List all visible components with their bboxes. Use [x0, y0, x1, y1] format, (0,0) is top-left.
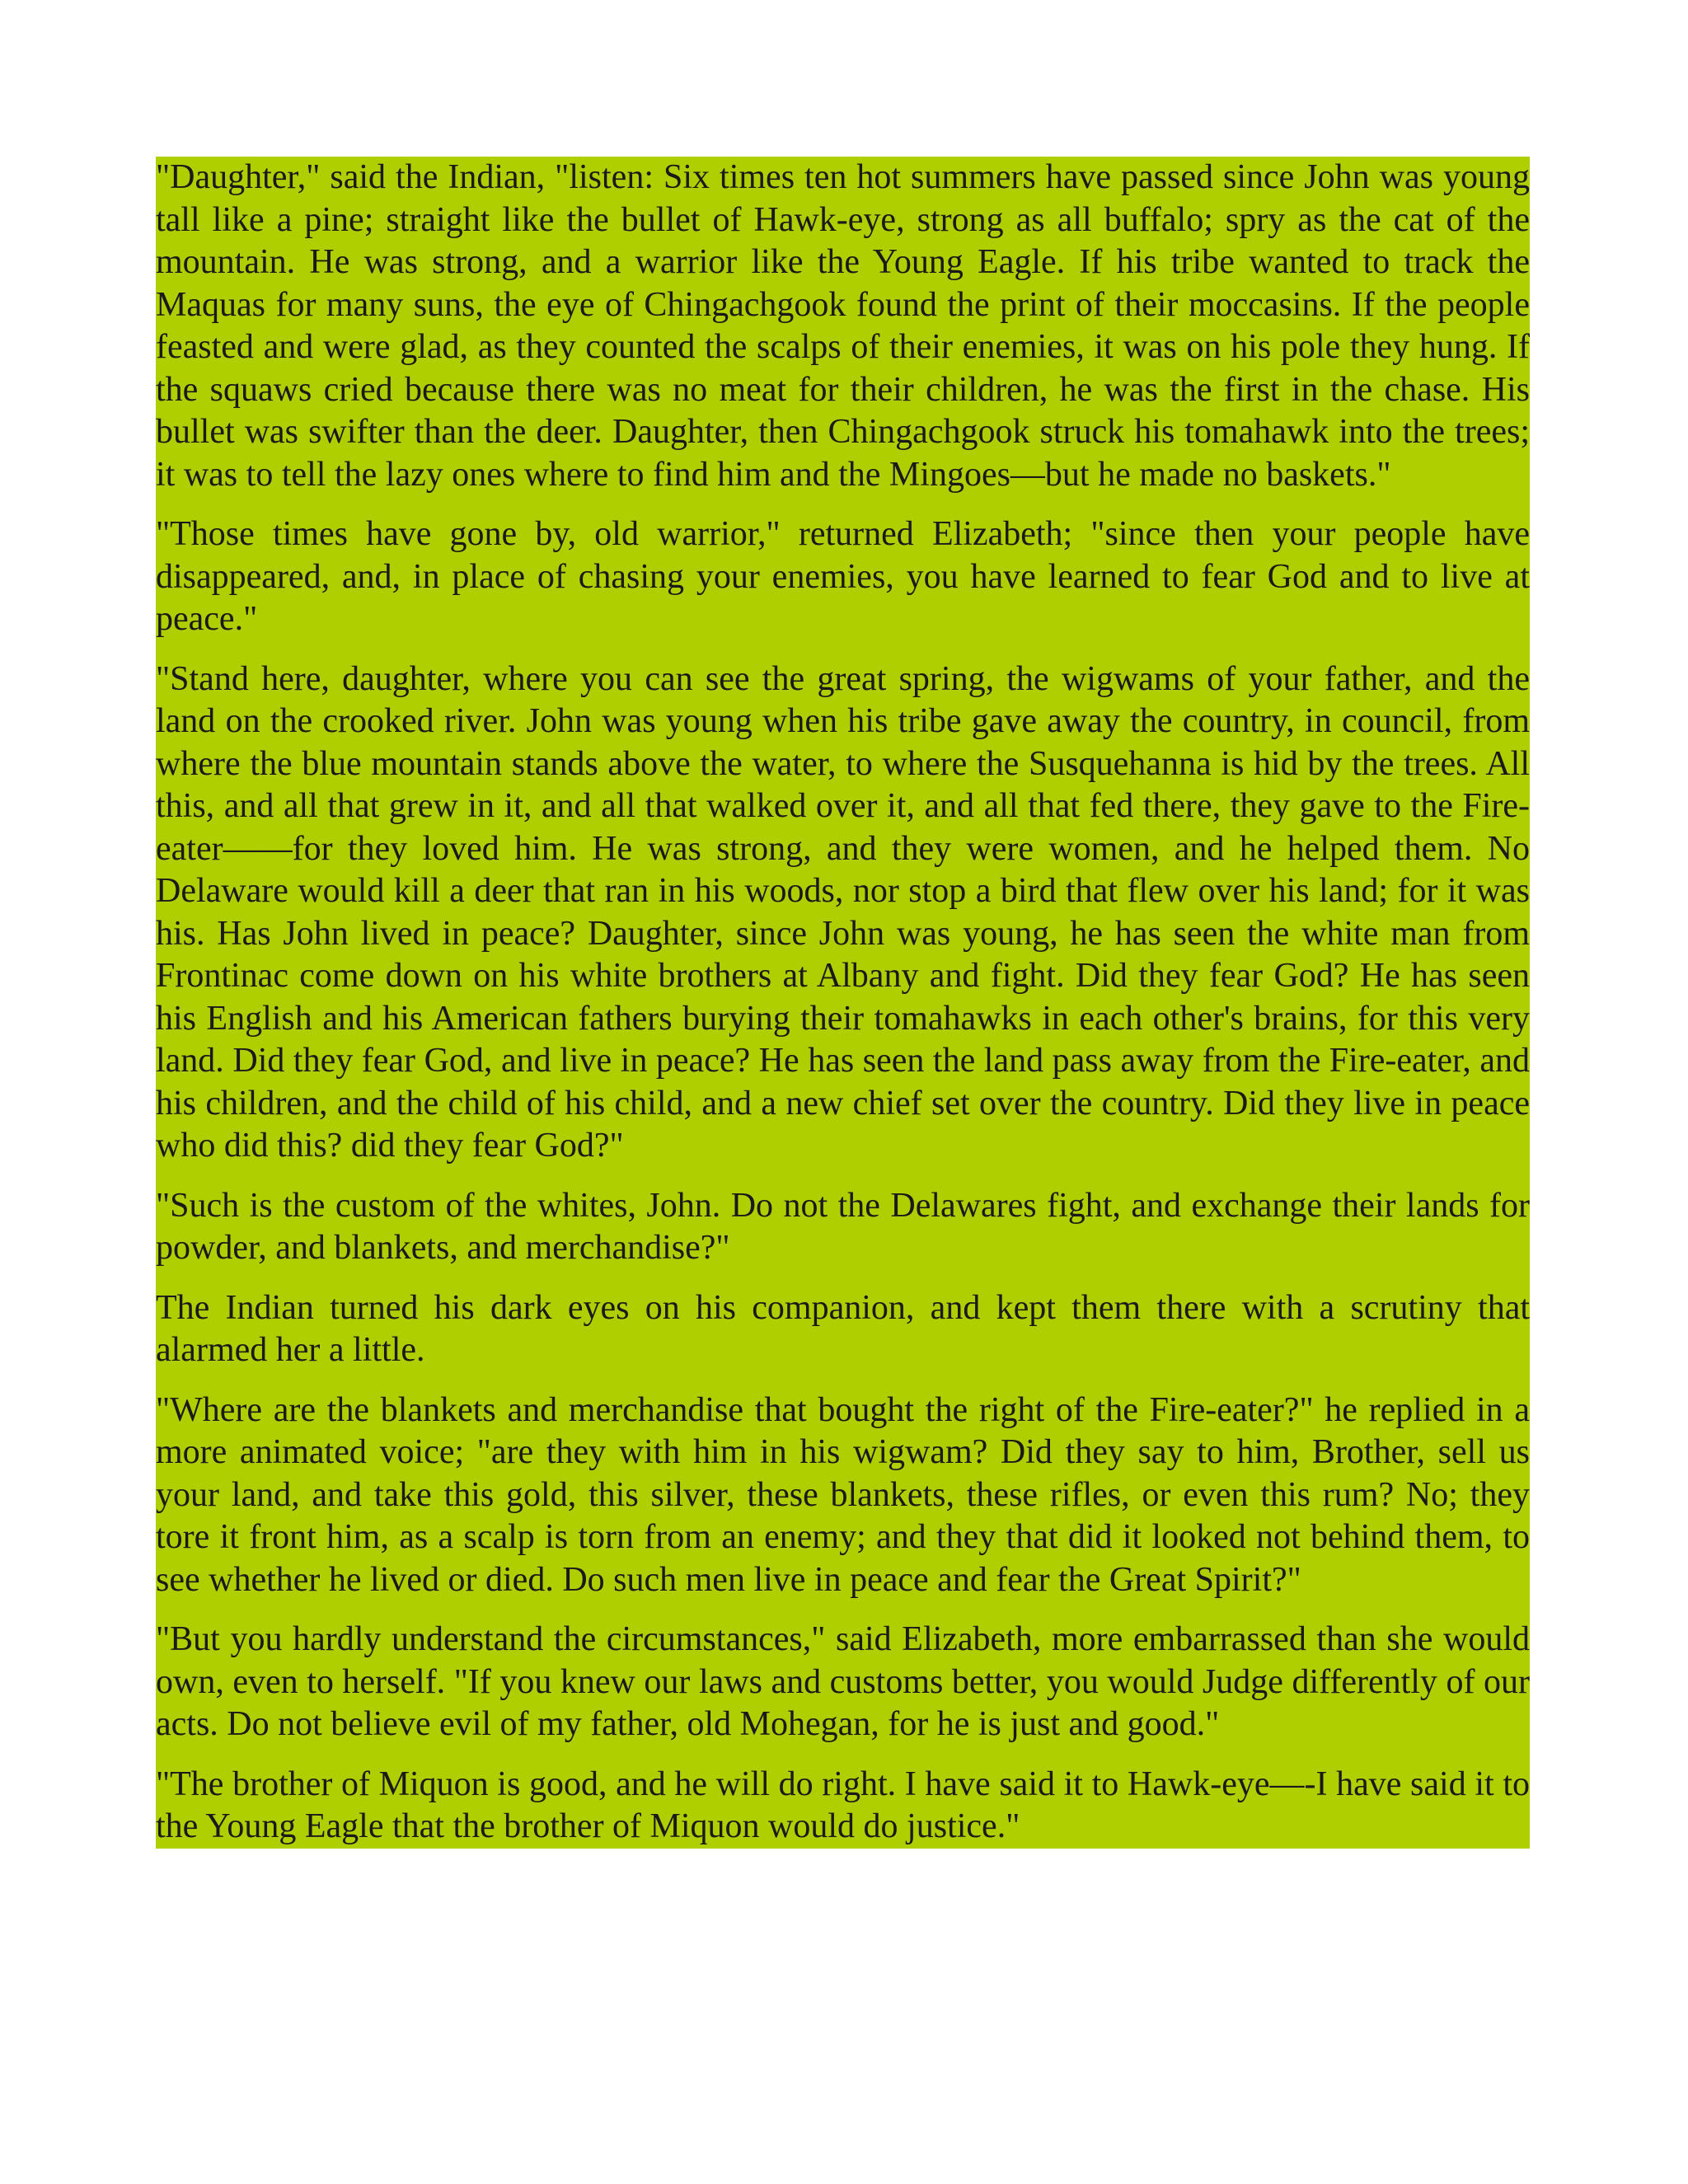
paragraph: "Such is the custom of the whites, John. Do not the Delawares fight, and exchange their lands for powder, and blankets, and merchandise?" — [156, 1186, 1530, 1267]
paragraph: "Where are the blankets and merchandise that bought the right of the Fire-eater?" he replied in a more animated voice; "are they with him in his wigwam? Did they say to him, Brother, sell us your land, and take this gold, this silver, these blankets, these rifles, or even this rum? No; they tore it front him, as a scalp is torn from an enemy; and they that did it looked not behind them, to see whether he lived or died. Do such men live in peace and fear the Great Spirit?" — [156, 1390, 1530, 1599]
paragraph: "The brother of Miquon is good, and he will do right. I have said it to Hawk-eye—-I have said it to the Young Eagle that the brother of Miquon would do justice." — [156, 1765, 1530, 1845]
paragraph: The Indian turned his dark eyes on his companion, and kept them there with a scrutiny that alarmed her a little. — [156, 1288, 1530, 1369]
paragraph: "Daughter," said the Indian, "listen: Six times ten hot summers have passed since John was young tall like a pine; straight like the bullet of Hawk-eye, strong as all buffalo; spry as the cat of the mountain. He was strong, and a warrior like the Young Eagle. If his tribe wanted to track the Maquas for many suns, the eye of Chingachgook found the print of their moccasins. If the people feasted and were glad, as they counted the scalps of their enemies, it was on his pole they hung. If the squaws cried because there was no meat for their children, he was the first in the chase. His bullet was swifter than the deer. Daughter, then Chingachgook struck his tomahawk into the trees; it was to tell the lazy ones where to find him and the Mingoes—but he made no baskets." — [156, 158, 1530, 494]
paragraph: "Stand here, daughter, where you can see the great spring, the wigwams of your father, and the land on the crooked river. John was young when his tribe gave away the country, in council, from where the blue mountain stands above the water, to where the Susquehanna is hid by the trees. All this, and all that grew in it, and all that walked over it, and all that fed there, they gave to the Fire-eater——for they loved him. He was strong, and they were women, and he helped them. No Delaware would kill a deer that ran in his woods, nor stop a bird that flew over his land; for it was his. Has John lived in peace? Daughter, since John was young, he has seen the white man from Frontinac come down on his white brothers at Albany and fight. Did they fear God? He has seen his English and his American fathers burying their tomahawks in each other's brains, for this very land. Did they fear God, and live in peace? He has seen the land pass away from the Fire-eater, and his children, and the child of his child, and a new chief set over the country. Did they live in peace who did this? did they fear God?" — [156, 659, 1530, 1165]
paragraph: "But you hardly understand the circumstances," said Elizabeth, more embarrassed than she would own, even to herself. "If you knew our laws and customs better, you would Judge differently of our acts. Do not believe evil of my father, old Mohegan, for he is just and good." — [156, 1620, 1530, 1743]
text-block — [156, 157, 1530, 1849]
paragraph: "Those times have gone by, old warrior," returned Elizabeth; "since then your people have disappeared, and, in place of chasing your enemies, you have learned to fear God and to live at peace." — [156, 515, 1530, 638]
